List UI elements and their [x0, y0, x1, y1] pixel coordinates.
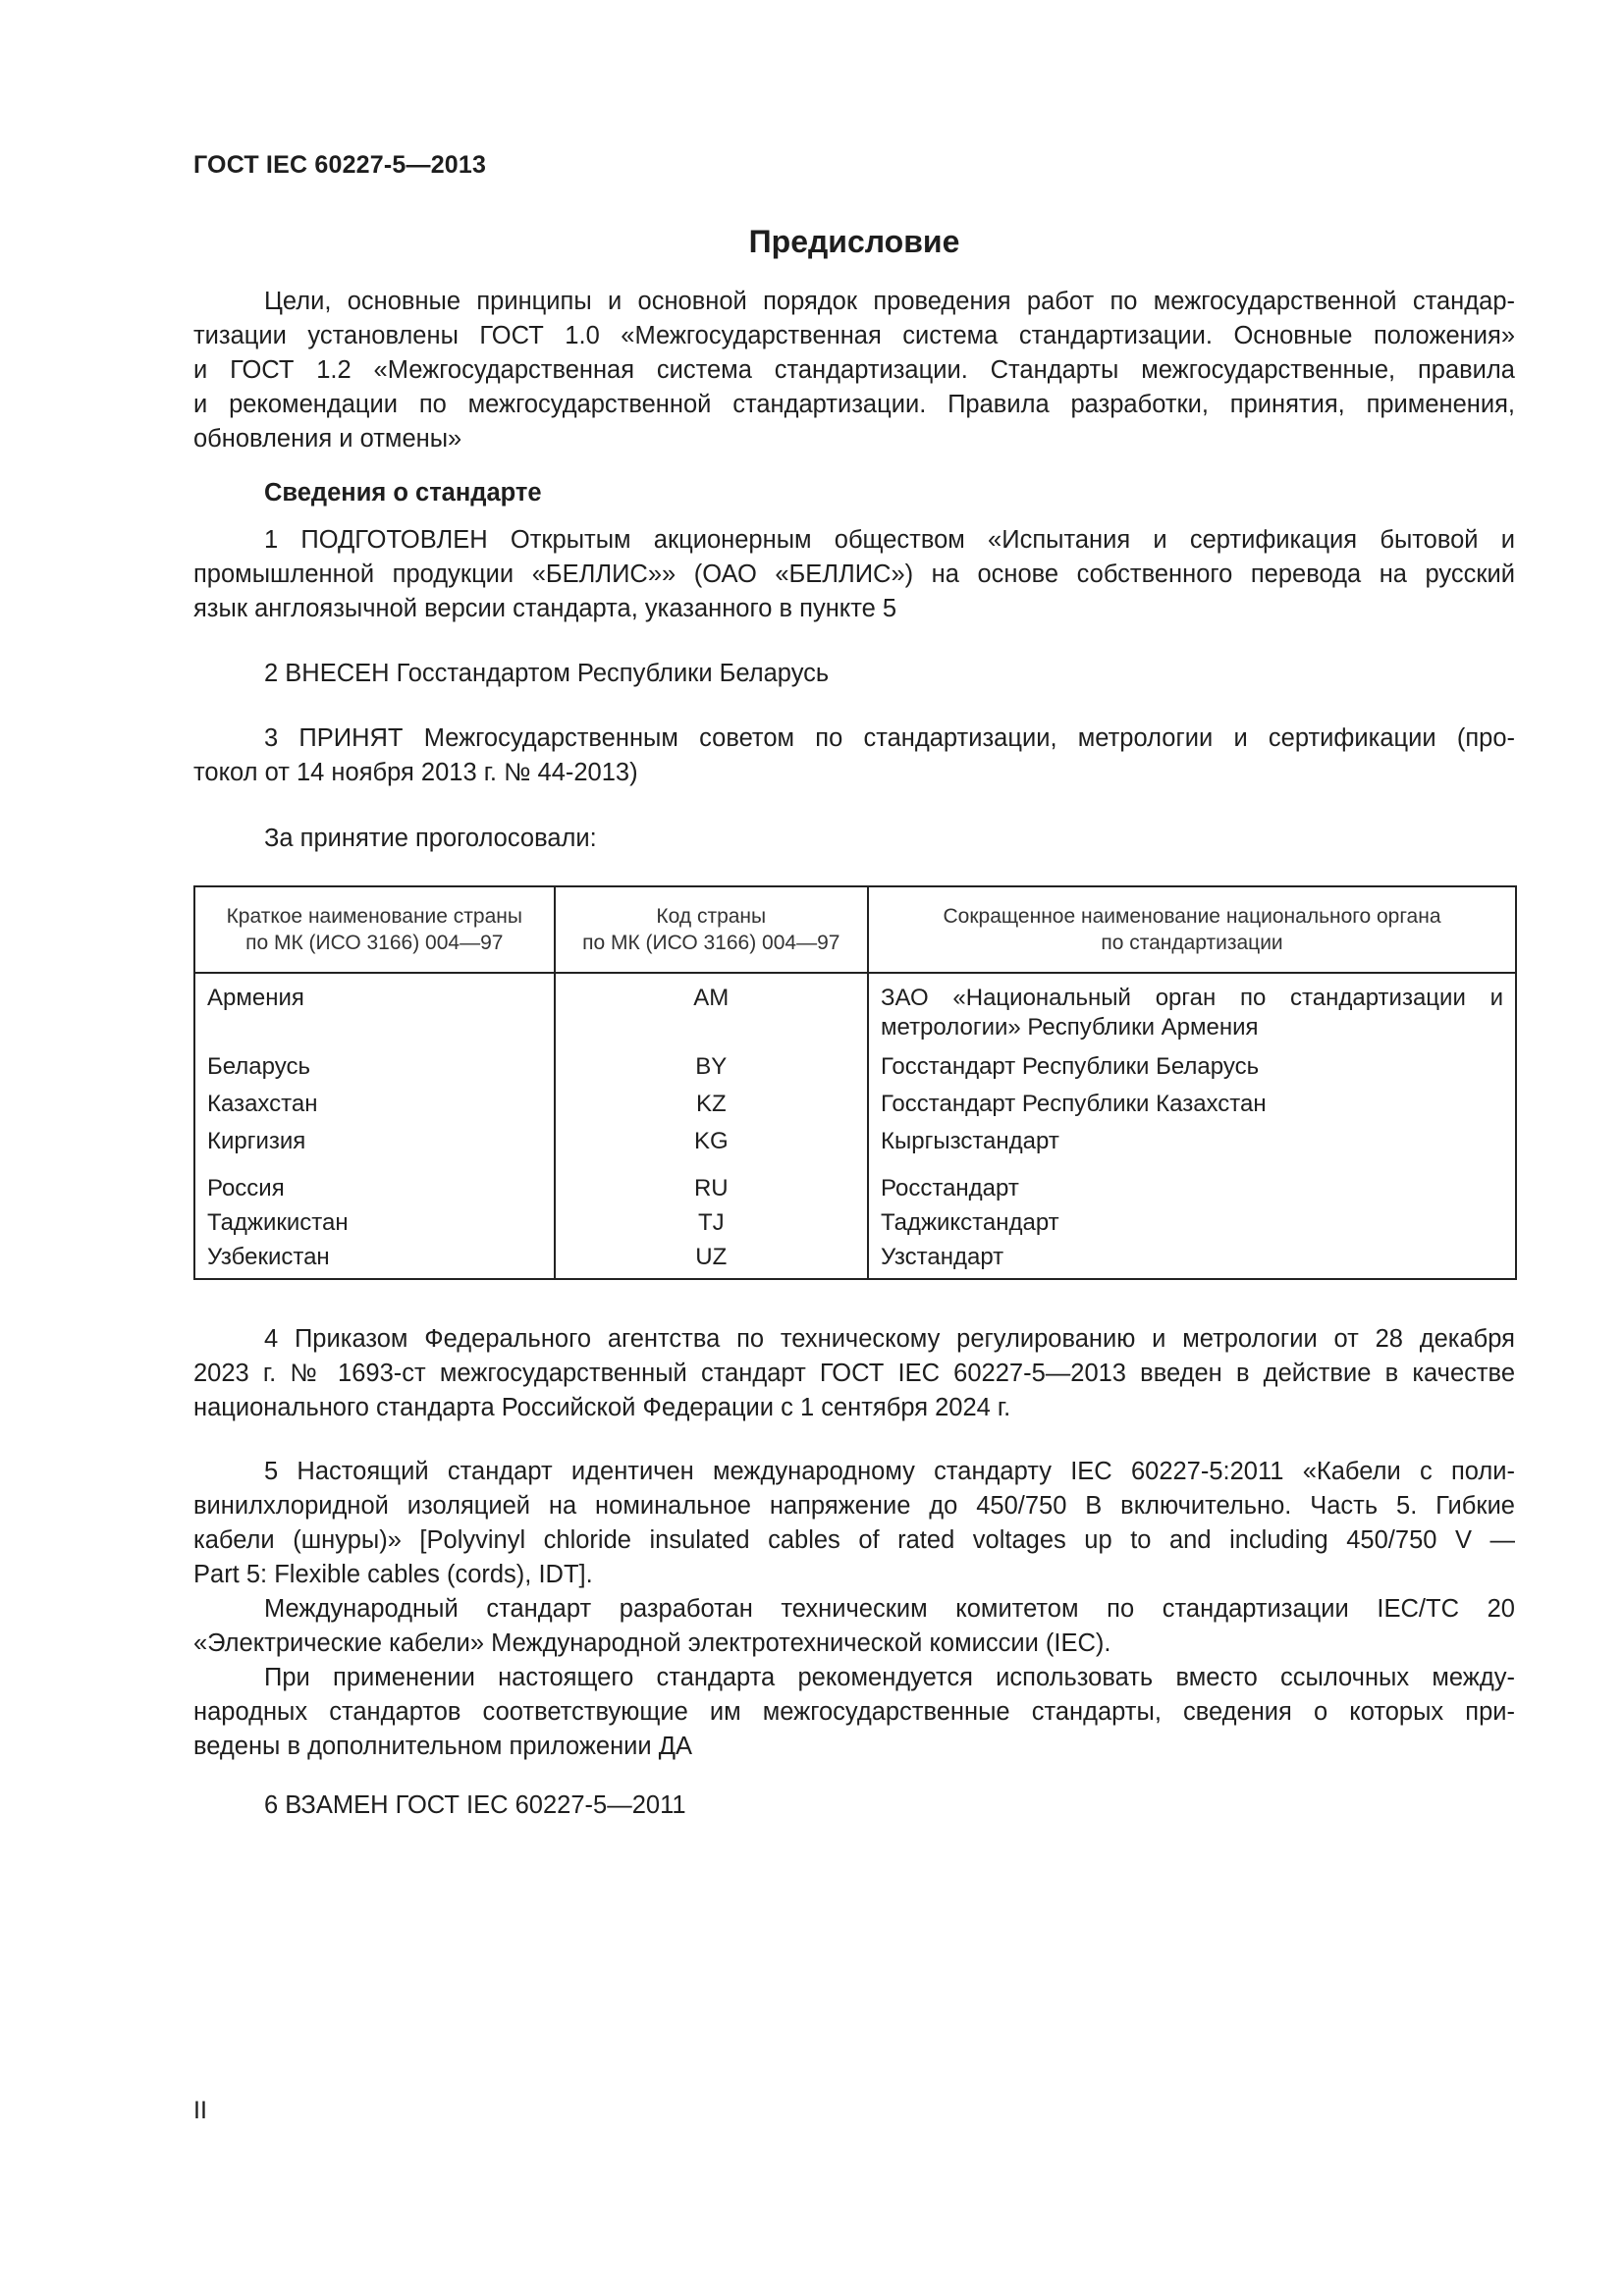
code-cell: KZ: [555, 1082, 868, 1119]
table-row: [194, 973, 1516, 1042]
text-line: национального стандарта Российской Федерации с 1 сентября 2024 г.: [193, 1394, 1011, 1421]
column-header-body: Сокращенное наименование национального органа по стандартизации: [868, 886, 1516, 973]
country-cell: Киргизия: [194, 1119, 555, 1156]
country-cell: Беларусь: [194, 1042, 555, 1082]
table-header-row: [194, 886, 1516, 973]
body-cell: Кыргызстандарт: [868, 1119, 1516, 1156]
country-cell: Таджикистан: [194, 1203, 555, 1238]
text-line: и рекомендации по межгосударственной стандартизации. Правила разработки, принятия, применения,: [193, 391, 1515, 418]
text-line: При применении настоящего стандарта рекомендуется использовать вместо ссылочных между-: [264, 1664, 1515, 1691]
body-cell: Таджикстандарт: [868, 1203, 1516, 1238]
body-cell: Узстандарт: [868, 1238, 1516, 1279]
text-line: и ГОСТ 1.2 «Межгосударственная система стандартизации. Стандарты межгосударственные, правила: [193, 356, 1515, 384]
country-cell: Россия: [194, 1156, 555, 1203]
code-cell: TJ: [555, 1203, 868, 1238]
text-line: тизации установлены ГОСТ 1.0 «Межгосударственная система стандартизации. Основные положения»: [193, 322, 1515, 349]
table-row: [194, 1203, 1516, 1238]
item-2-text: 2 ВНЕСЕН Госстандартом Республики Беларусь: [264, 660, 830, 687]
page-title: Предисловие: [748, 224, 960, 259]
text-line: 4 Приказом Федерального агентства по техническому регулированию и метрологии от 28 декабря: [264, 1325, 1515, 1353]
voted-label: За принятие проголосовали:: [264, 825, 597, 852]
voting-table: [193, 885, 1517, 1280]
text-line: язык англоязычной версии стандарта, указанного в пункте 5: [193, 595, 897, 622]
text-line: 1 ПОДГОТОВЛЕН Открытым акционерным обществом «Испытания и сертификация бытовой и: [264, 526, 1515, 554]
intro-paragraph: [193, 285, 1515, 456]
item-1-paragraph: [193, 523, 1515, 626]
section-heading: Сведения о стандарте: [264, 479, 542, 507]
text-line: обновления и отмены»: [193, 425, 462, 453]
item-4-paragraph: [193, 1322, 1515, 1425]
body-cell: Госстандарт Республики Казахстан: [868, 1082, 1516, 1119]
item-3-paragraph: [193, 721, 1515, 790]
text-line: кабели (шнуры)» [Polyvinyl chloride insulated cables of rated voltages up to and including 450/750 V —: [193, 1526, 1515, 1554]
table-row: [194, 1238, 1516, 1279]
country-cell: Армения: [194, 973, 555, 1042]
table-row: [194, 1156, 1516, 1203]
code-cell: UZ: [555, 1238, 868, 1279]
item-5-committee-paragraph: [193, 1592, 1515, 1661]
code-cell: KG: [555, 1119, 868, 1156]
table-row: [194, 1119, 1516, 1156]
item-5-references-paragraph: [193, 1661, 1515, 1764]
text-line: 3 ПРИНЯТ Межгосударственным советом по стандартизации, метрологии и сертификации (про-: [264, 724, 1515, 752]
item-6-text: 6 ВЗАМЕН ГОСТ IEC 60227-5—2011: [264, 1791, 686, 1819]
code-cell: RU: [555, 1156, 868, 1203]
table-row: [194, 1042, 1516, 1082]
page-number: II: [193, 2097, 207, 2124]
item-5-paragraph: [193, 1455, 1515, 1592]
column-header-code: Код страны по МК (ИСО 3166) 004—97: [555, 886, 868, 973]
text-line: народных стандартов соответствующие им межгосударственные стандарты, сведения о которых при-: [193, 1698, 1515, 1726]
code-cell: AM: [555, 973, 868, 1042]
text-line: винилхлоридной изоляцией на номинальное напряжение до 450/750 В включительно. Часть 5. Гибкие: [193, 1492, 1515, 1520]
document-code: ГОСТ IEC 60227-5—2013: [193, 151, 487, 179]
text-line: 5 Настоящий стандарт идентичен международному стандарту IEC 60227-5:2011 «Кабели с поли-: [264, 1458, 1515, 1485]
body-cell: Росстандарт: [868, 1156, 1516, 1203]
body-cell: ЗАО «Национальный орган по стандартизации и метрологии» Республики Армения: [868, 973, 1516, 1042]
code-cell: BY: [555, 1042, 868, 1082]
text-line: Международный стандарт разработан техническим комитетом по стандартизации IEC/TC 20: [264, 1595, 1515, 1623]
text-line: «Электрические кабели» Международной электротехнической комиссии (IEC).: [193, 1629, 1111, 1657]
body-cell: Госстандарт Республики Беларусь: [868, 1042, 1516, 1082]
text-line: токол от 14 ноября 2013 г. № 44-2013): [193, 759, 638, 786]
country-cell: Узбекистан: [194, 1238, 555, 1279]
column-header-country: Краткое наименование страны по МК (ИСО 3166) 004—97: [194, 886, 555, 973]
table-row: [194, 1082, 1516, 1119]
text-line: Цели, основные принципы и основной порядок проведения работ по межгосударственной стандар-: [264, 288, 1515, 315]
country-cell: Казахстан: [194, 1082, 555, 1119]
text-line: ведены в дополнительном приложении ДА: [193, 1733, 693, 1760]
text-line: Part 5: Flexible cables (cords), IDT].: [193, 1561, 593, 1588]
text-line: промышленной продукции «БЕЛЛИС»» (ОАО «БЕЛЛИС») на основе собственного перевода на русский: [193, 561, 1515, 588]
text-line: 2023 г. № 1693-ст межгосударственный стандарт ГОСТ IEC 60227-5—2013 введен в действие в качестве: [193, 1360, 1515, 1387]
